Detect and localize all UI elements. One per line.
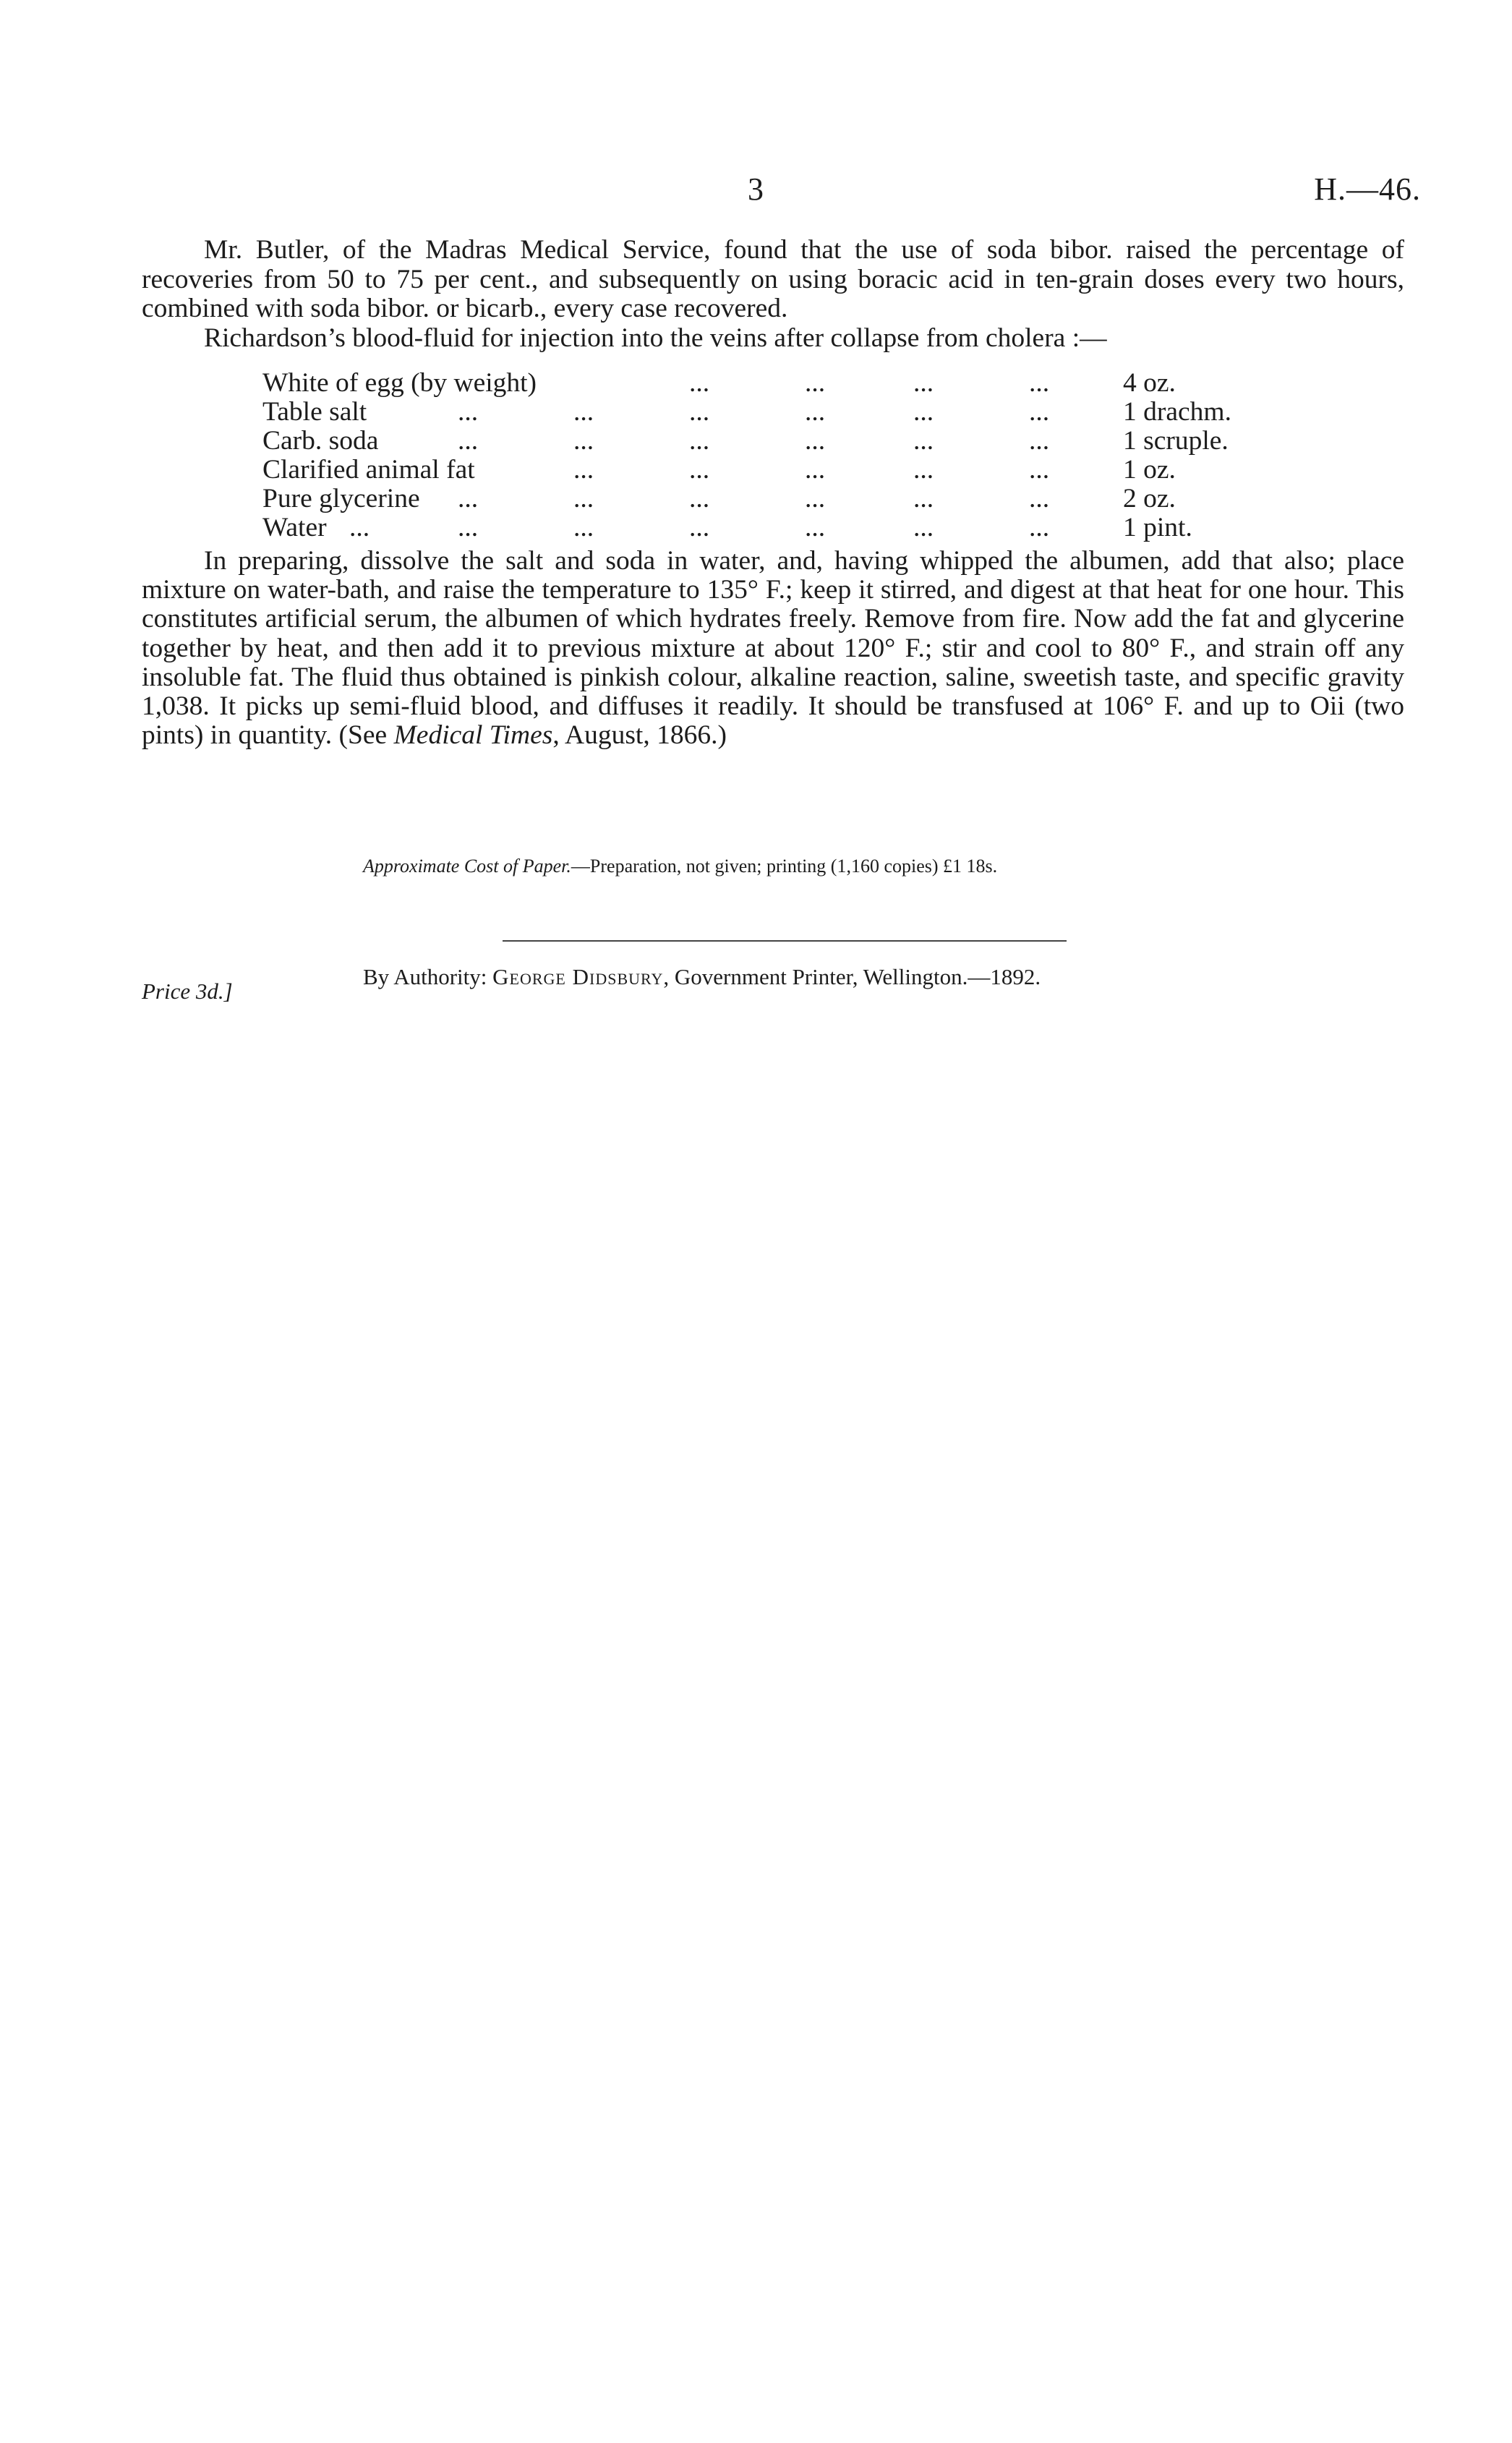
recipe-table (262, 369, 1275, 542)
leader-dot: ... (573, 397, 594, 427)
recipe-row (262, 456, 1275, 485)
leader-dot: ... (805, 397, 826, 427)
leader-dot: ... (805, 368, 826, 398)
leader-dot: ... (458, 484, 479, 513)
leader-dot: ... (689, 513, 710, 542)
leader-dot: ... (1029, 455, 1050, 485)
recipe-row (262, 369, 1275, 398)
leader-dot: ... (573, 513, 594, 542)
recipe-row (262, 513, 1275, 542)
printer-name: George Didsbury (492, 964, 664, 989)
leader-dot: ... (913, 368, 934, 398)
leader-dot: ... (458, 426, 479, 456)
document-reference: H.—46. (1314, 171, 1421, 207)
recipe-ingredient: Carb. soda (262, 426, 379, 456)
leader-dot: ... (913, 484, 934, 513)
cost-note (363, 856, 997, 877)
leader-dot: ... (573, 455, 594, 485)
leader-dot: ... (1029, 426, 1050, 456)
leader-dot: ... (573, 484, 594, 513)
recipe-quantity: 2 oz. (1123, 484, 1176, 513)
recipe-row (262, 427, 1275, 456)
authority-suffix: , Government Printer, Wellington.—1892. (663, 964, 1041, 989)
paragraph-preparation (142, 547, 1404, 750)
leader-dot: ... (1029, 397, 1050, 427)
leader-dot: ... (458, 397, 479, 427)
leader-dot: ... (689, 397, 710, 427)
printer-imprint (363, 964, 1041, 990)
leader-dot: ... (1029, 368, 1050, 398)
recipe-ingredient: Table salt (262, 397, 367, 427)
leader-dot: ... (689, 484, 710, 513)
recipe-quantity: 1 oz. (1123, 455, 1176, 485)
recipe-quantity: 4 oz. (1123, 368, 1176, 398)
cost-label: Approximate Cost of Paper. (363, 856, 571, 877)
page-number: 3 (748, 171, 764, 207)
preparation-citation: , August, 1866.) (552, 720, 727, 751)
recipe-row (262, 485, 1275, 513)
recipe-ingredient: Pure glycerine (262, 484, 420, 513)
leader-dot: ... (913, 426, 934, 456)
recipe-ingredient: Water (262, 513, 327, 542)
leader-dot: ... (913, 455, 934, 485)
leader-dot: ... (805, 455, 826, 485)
recipe-quantity: 1 pint. (1123, 513, 1192, 542)
preparation-text: In preparing, dissolve the salt and soda in water, and, having whipped the albumen, add that also; place mixture on water-bath, and raise the temperature to 135° F.; keep it stirred, and digest at that heat for one hour. This constitutes artificial serum, the albumen of which hydrates freely. Remove from fire. Now add the fat and glycerine together by heat, and then add it to previous mixture at about 120° F.; stir and cool to 80° F., and strain off any insoluble fat. The fluid thus obtained is pinkish colour, alkaline reaction, saline, sweetish taste, and specific gravity 1,038. It picks up semi-fluid blood, and diffuses it readily. It should be transfused at 106° F. and up to Oii (two pints) in quantity. (See (142, 546, 1404, 751)
leader-dot: ... (689, 426, 710, 456)
leader-dot: ... (913, 397, 934, 427)
recipe-quantity: 1 scruple. (1123, 426, 1229, 456)
leader-dot: ... (1029, 484, 1050, 513)
authority-prefix: By Authority: (363, 964, 487, 989)
footer-divider (503, 940, 1067, 942)
recipe-ingredient: White of egg (by weight) (262, 368, 537, 398)
leader-dot: ... (689, 455, 710, 485)
leader-dot: ... (805, 426, 826, 456)
paragraph-richardson-intro: Richardson’s blood-fluid for injection into the veins after collapse from cholera :— (204, 323, 1107, 353)
leader-dot: ... (689, 368, 710, 398)
recipe-row (262, 398, 1275, 427)
leader-dot: ... (573, 426, 594, 456)
leader-dot: ... (805, 484, 826, 513)
body-text (142, 236, 1404, 353)
leader-dot: ... (805, 513, 826, 542)
leader-dot: ... (1029, 513, 1050, 542)
leader-dot: ... (913, 513, 934, 542)
journal-title: Medical Times (393, 720, 553, 751)
cost-text: —Preparation, not given; printing (1,160 copies) £1 18s. (571, 856, 998, 877)
body-text-preparation (142, 547, 1404, 750)
leader-dot: ... (349, 513, 370, 542)
recipe-ingredient: Clarified animal fat (262, 455, 475, 485)
recipe-quantity: 1 drachm. (1123, 397, 1231, 427)
price-note: Price 3d.] (142, 979, 233, 1004)
leader-dot: ... (458, 513, 479, 542)
paragraph-butler: Mr. Butler, of the Madras Medical Service, found that the use of soda bibor. raised the percentage of recoveries from 50 to 75 per cent., and subsequently on using boracic acid in ten-grain doses every two hours, combined with soda bibor. or bicarb., every case recovered. (142, 235, 1404, 323)
